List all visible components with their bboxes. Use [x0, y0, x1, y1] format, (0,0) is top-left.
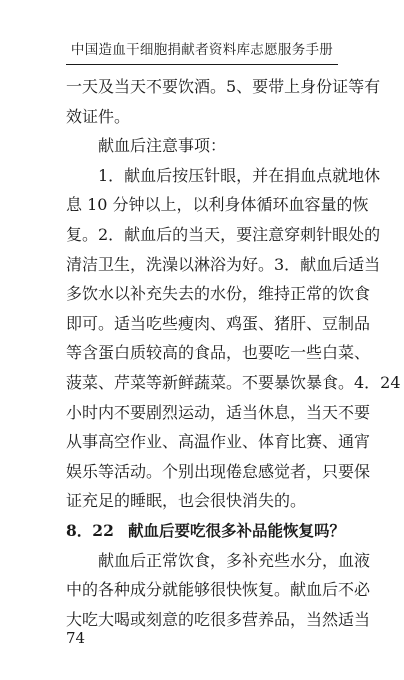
running-header: 中国造血干细胞捐献者资料库志愿服务手册	[70, 42, 334, 58]
paragraph-block	[66, 72, 401, 516]
text-line: 清洁卫生，洗澡以淋浴为好。3．献血后适当	[66, 254, 381, 274]
text-line: 效证件。	[66, 106, 131, 126]
text-line: 菠菜、芹菜等新鲜蔬菜。不要暴饮暴食。4．24	[66, 372, 401, 392]
text-line: 1．献血后按压针眼，并在捐血点就地休	[98, 165, 381, 185]
text-line: 小时内不要剧烈运动，适当休息，当天不要	[66, 402, 371, 422]
text-line: 复。2．献血后的当天，要注意穿刺针眼处的	[66, 224, 381, 244]
paragraph-block	[66, 546, 371, 635]
text-line: 娱乐等活动。个别出现倦怠感觉者，只要保	[66, 461, 371, 481]
text-body	[66, 72, 401, 634]
text-line: 中的各种成分就能够很快恢复。献血后不必	[66, 580, 371, 600]
text-line: 多饮水以补充失去的水份，维持正常的饮食	[66, 284, 371, 304]
text-line: 息 10 分钟以上，以利身体循环血容量的恢	[66, 195, 369, 215]
text-line: 一天及当天不要饮酒。5、要带上身份证等有	[66, 77, 381, 96]
text-line: 献血后正常饮食，多补充些水分，血液	[98, 550, 371, 570]
section-heading	[66, 516, 346, 546]
text-line: 等含蛋白质较高的食品，也要吃一些白菜、	[66, 343, 371, 363]
text-line: 从事高空作业、高温作业、体育比赛、通宵	[66, 432, 371, 452]
page-number: 74	[66, 629, 86, 647]
text-line: 证充足的睡眠，也会很快消失的。	[66, 491, 307, 511]
text-line: 献血后注意事项：	[98, 136, 227, 156]
text-line: 即可。适当吃些瘦肉、鸡蛋、猪肝、豆制品	[66, 313, 371, 333]
section-title: 献血后要吃很多补品能恢复吗？	[128, 520, 346, 540]
section-number: 8．22	[66, 520, 114, 540]
text-line: 大吃大喝或刻意的吃很多营养品，当然适当	[66, 609, 371, 629]
header-rule	[66, 64, 338, 65]
